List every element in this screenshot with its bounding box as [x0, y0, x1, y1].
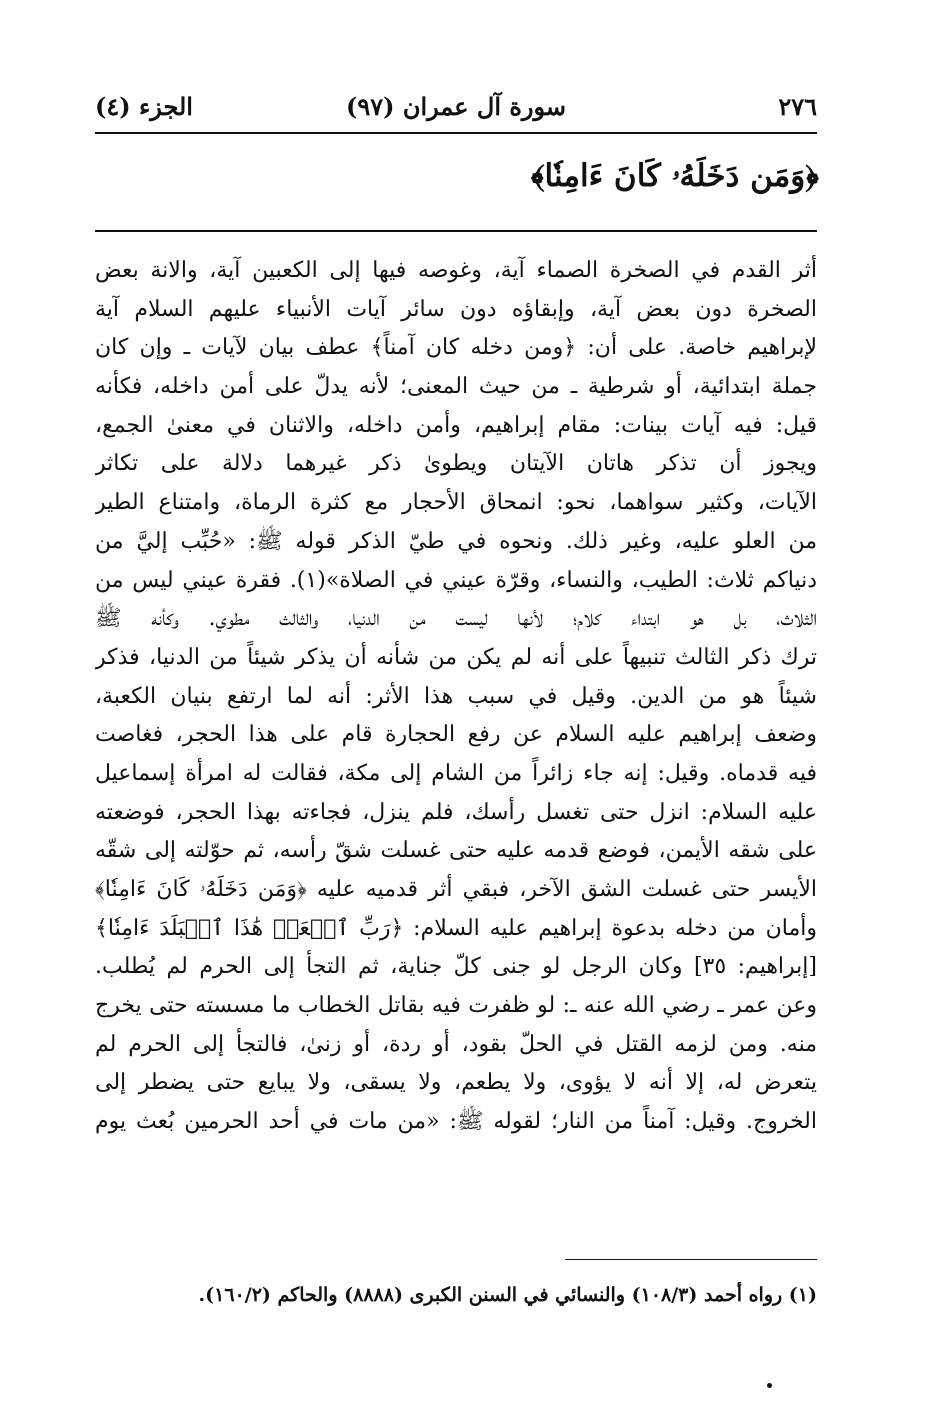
text-line: فيه قدماه. وقيل: إنه جاء زائراً من الشام إلى مكة، فقالت له امرأة إسماعيل — [95, 760, 817, 786]
text-line: [إبراهيم: ٣٥] وكان الرجل لو جنى كلّ جناية، ثم التجأ إلى الحرم لم يُطلب. — [95, 954, 817, 980]
text-line: شيئاً هو من الدين. وقيل في سبب هذا الأثر: أنه لما ارتفع بنيان الكعبة، — [95, 683, 817, 709]
text-line: وضعف إبراهيم عليه السلام عن رفع الحجارة قام على هذا الحجر، فغاصت — [95, 722, 817, 748]
text-line: لإبراهيم خاصة. على أن: ﴿ومن دخله كان آمناً﴾ عطف بيان لآيات ـ وإن كان — [95, 335, 817, 361]
running-header — [95, 90, 817, 130]
text-line: وأمان من دخله بدعوة إبراهيم عليه السلام: ﴿رَبِّ ٱجۡعَلۡ هَٰذَا ٱلۡبَلَدَ ءَامِنٗا﴾ — [95, 915, 817, 941]
text-line: الصخرة دون بعض آية، وإبقاؤه دون سائر آيات الأنبياء عليهم السلام آية — [95, 296, 817, 322]
surah-title: سورة آل عمران (٩٧) — [345, 92, 567, 121]
juz-label: الجزء (٤) — [95, 92, 193, 121]
header-divider — [95, 132, 817, 134]
text-line: الثلاث، بل هو ابتداء كلام؛ لأنها ليست من الدنيا، والثالث مطوي. وكأنه ﷺ — [95, 606, 817, 632]
verse-heading: ﴿وَمَن دَخَلَهُۥ كَانَ ءَامِنٗا﴾ — [530, 158, 819, 194]
text-line: أثر القدم في الصخرة الصماء آية، وغوصه فيها إلى الكعبين آية، والانة بعض — [95, 258, 817, 283]
text-line: من العلو عليه، وغير ذلك. ونحوه في طيّ الذكر قوله ﷺ: «حُبِّب إليَّ من — [95, 528, 817, 554]
verse-divider — [95, 230, 817, 232]
text-line: الأيسر حتى غسلت الشق الآخر، فبقي أثر قدميه عليه ﴿وَمَن دَخَلَهُۥ كَانَ ءَامِنٗا﴾ — [95, 877, 817, 902]
text-line: عليه السلام: انزل حتى تغسل رأسك، فلم ينزل، فجاءته بهذا الحجر، فوضعته — [95, 799, 817, 825]
text-line: يتعرض له، إلا أنه لا يؤوى، ولا يطعم، ولا يسقى، ولا يبايع حتى يضطر إلى — [95, 1070, 817, 1096]
text-line: ترك ذكر الثالث تنبيهاً على أنه لم يكن من شأنه أن يذكر شيئاً من الدنيا، فذكر — [95, 644, 817, 670]
text-line: دنياكم ثلاث: الطيب، والنساء، وقرّة عيني في الصلاة»(١). فقرة عيني ليس من — [95, 567, 817, 593]
text-line: الخروج. وقيل: آمناً من النار؛ لقوله ﷺ: «من مات في أحد الحرمين بُعث يوم — [95, 1109, 817, 1135]
text-line: الآيات، وكثير سواهما، نحو: انمحاق الأحجار مع كثرة الرماة، وامتناع الطير — [95, 490, 817, 516]
text-line: وعن عمر ـ رضي الله عنه ـ: لو ظفرت فيه بقاتل الخطاب ما مسسته حتى يخرج — [95, 993, 817, 1019]
page-mark — [767, 1383, 772, 1388]
text-line: قيل: فيه آيات بينات: مقام إبراهيم، وأمن داخله، والاثنان في معنىٰ الجمع، — [95, 412, 817, 438]
footnote-divider — [565, 1259, 817, 1260]
text-line: جملة ابتدائية، أو شرطية ـ من حيث المعنى؛ لأنه يدلّ على أمن داخله، فكأنه — [95, 374, 817, 400]
footnote: (١) رواه أحمد (١٠٨/٣) والنسائي في السنن الكبرى (٨٨٨٨) والحاكم (١٦٠/٢). — [198, 1284, 817, 1306]
text-line: منه. ومن لزمه القتل في الحلّ بقود، أو ردة، أو زنىٰ، فالتجأ إلى الحرم لم — [95, 1031, 817, 1057]
text-line: ويجوز أن تذكر هاتان الآيتان ويطوىٰ ذكر غيرهما دلالة على تكاثر — [95, 451, 817, 477]
text-line: على شقه الأيمن، فوضع قدمه عليه حتى غسلت شقّ رأسه، ثم حوّلته إلى شقّه — [95, 838, 817, 864]
commentary-text — [95, 252, 817, 1142]
page-number: ٢٧٦ — [778, 92, 817, 121]
